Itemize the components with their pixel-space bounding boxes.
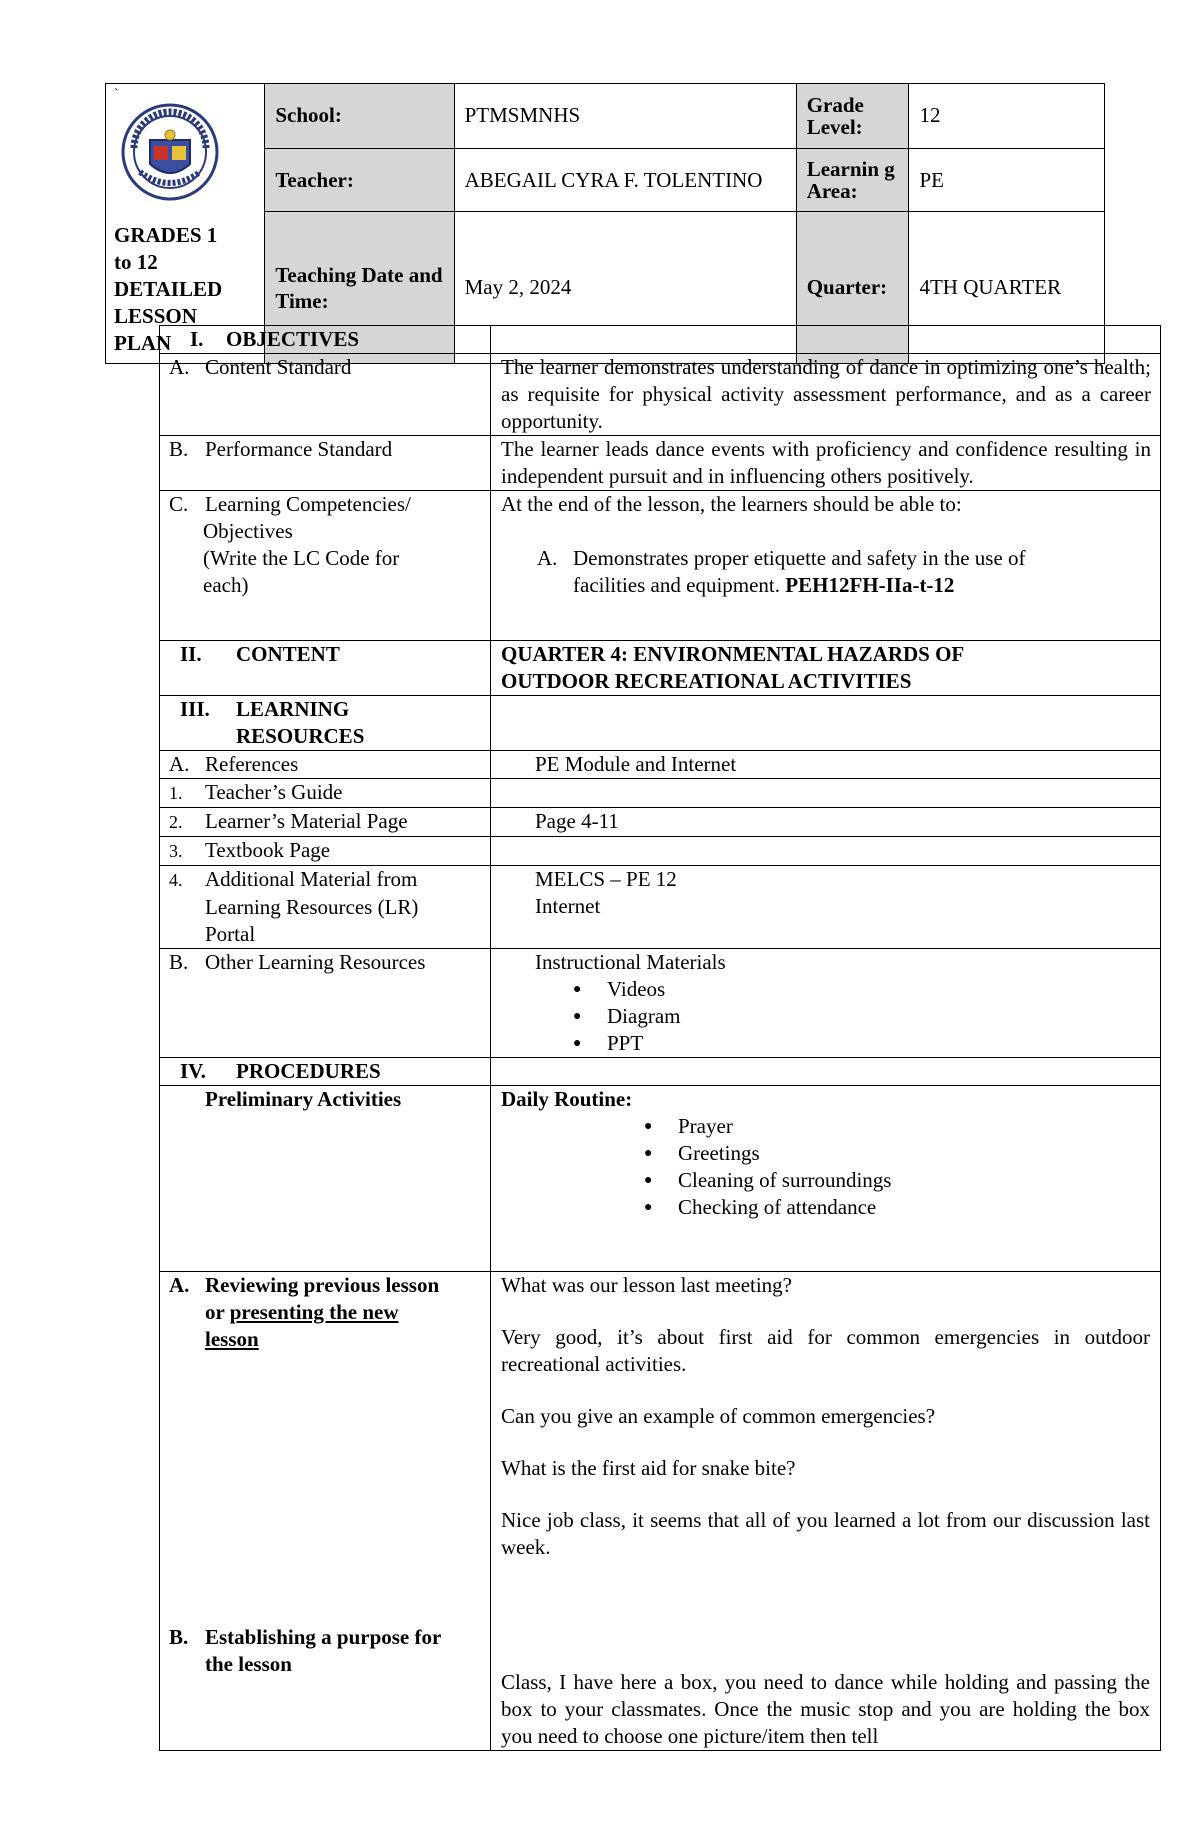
section-title: RESOURCES	[236, 724, 365, 748]
header-table	[105, 83, 1105, 364]
item-letter: A.	[537, 546, 558, 570]
teaching-date-label: Teaching Date and Time:	[265, 212, 454, 364]
teacher-line: What was our lesson last meeting?	[501, 1273, 793, 1297]
procedures-heading	[160, 1058, 491, 1086]
item-label: Reviewing previous lesson	[205, 1273, 440, 1297]
teacher-line: Nice job class, it seems that all of you learned a lot from our discussion last week.	[501, 1508, 1150, 1559]
plan-title-line: PLAN	[114, 331, 172, 355]
preliminary-row	[160, 1086, 1161, 1272]
item-number: 2.	[169, 812, 183, 832]
content-standard-label	[160, 354, 491, 436]
section-title: PROCEDURES	[236, 1059, 381, 1083]
competency-line: Demonstrates proper etiquette and safety in the use of	[573, 546, 1026, 570]
learners-material-row	[160, 808, 1161, 837]
item-label-line: Learning Resources (LR)	[205, 895, 419, 919]
list-item: ● Diagram	[607, 1003, 1151, 1030]
learning-area-label: Learnin g Area:	[796, 148, 909, 212]
list-item: ● Prayer	[678, 1113, 1151, 1140]
performance-standard-text: The learner leads dance events with proficiency and confidence resulting in independent pursuit and in influencing others positively.	[491, 436, 1161, 491]
content-row	[160, 641, 1161, 696]
item-label: Establishing a purpose for	[205, 1625, 442, 1649]
item-letter: A.	[169, 1273, 190, 1297]
school-label: School:	[265, 84, 454, 149]
additional-material-value	[491, 866, 1161, 949]
item-number: 4.	[169, 870, 183, 890]
additional-material-row	[160, 866, 1161, 949]
section-number: II.	[180, 642, 202, 666]
learning-competencies-label	[160, 491, 491, 641]
textbook-row	[160, 837, 1161, 866]
item-label-line: Portal	[205, 922, 256, 946]
teacher-line: Can you give an example of common emergencies?	[501, 1404, 936, 1428]
item-letter: A.	[169, 355, 190, 379]
plan-title-line: LESSON	[114, 304, 197, 328]
teacher-label: Teacher:	[265, 148, 454, 212]
section-title: LEARNING	[236, 697, 350, 721]
teacher-value: ABEGAIL CYRA F. TOLENTINO	[454, 148, 796, 212]
materials-list	[535, 976, 1151, 1057]
procedures-heading-row	[160, 1058, 1161, 1086]
resource-line: MELCS – PE 12	[535, 867, 677, 891]
item-label: Performance Standard	[205, 437, 393, 461]
item-label: Content Standard	[205, 355, 352, 379]
teacher-line: What is the first aid for snake bite?	[501, 1456, 796, 1480]
lesson-plan-table	[159, 325, 1161, 1751]
item-letter: B.	[169, 437, 189, 461]
empty-cell	[491, 326, 1161, 354]
references-row	[160, 751, 1161, 779]
additional-material-label	[160, 866, 491, 949]
list-item: ● Videos	[607, 976, 1151, 1003]
learners-material-label	[160, 808, 491, 837]
performance-standard-row	[160, 436, 1161, 491]
content-text	[491, 641, 1161, 696]
references-value: PE Module and Internet	[491, 751, 1161, 779]
empty-cell	[491, 779, 1161, 808]
teacher-line: Very good, it’s about first aid for common emergencies in outdoor recreational activities.	[501, 1325, 1150, 1376]
item-number: 3.	[169, 841, 183, 861]
item-label: the lesson	[205, 1652, 292, 1676]
section-title: OBJECTIVES	[226, 327, 360, 351]
plan-title-line: GRADES 1	[114, 223, 218, 247]
item-letter: B.	[169, 1625, 189, 1649]
other-resources-label	[160, 949, 491, 1058]
review-text-cell	[491, 1272, 1161, 1751]
school-value: PTMSMNHS	[454, 84, 796, 149]
quarter-value: 4TH QUARTER	[909, 212, 1105, 364]
item-label: References	[205, 752, 299, 776]
item-label: Teacher’s Guide	[205, 780, 343, 804]
review-label-cell	[160, 1272, 491, 1751]
item-label: Learning Competencies/	[205, 492, 411, 516]
content-line: OUTDOOR RECREATIONAL ACTIVITIES	[501, 669, 912, 693]
learning-competencies-row	[160, 491, 1161, 641]
content-heading	[160, 641, 491, 696]
references-label	[160, 751, 491, 779]
grade-value: 12	[909, 84, 1105, 149]
section-title: CONTENT	[236, 642, 340, 666]
plan-title-line: to 12	[114, 250, 158, 274]
objectives-heading-row	[160, 326, 1161, 354]
learning-area-value: PE	[909, 148, 1105, 212]
content-line: QUARTER 4: ENVIRONMENTAL HAZARDS OF	[501, 642, 965, 666]
item-label: Textbook Page	[205, 838, 331, 862]
empty-cell	[491, 696, 1161, 751]
competency-line: facilities and equipment.	[573, 573, 781, 597]
item-label: Additional Material from	[205, 867, 418, 891]
logo-cell	[106, 84, 265, 364]
grade-label: Grade Level:	[796, 84, 909, 149]
resource-line: Instructional Materials	[535, 950, 726, 974]
deped-seal-logo	[120, 102, 220, 202]
item-label: Other Learning Resources	[205, 950, 426, 974]
resource-line: Internet	[535, 894, 601, 918]
item-label: or	[205, 1300, 225, 1324]
item-letter: A.	[169, 752, 190, 776]
item-label: lesson	[205, 1327, 259, 1351]
learning-competencies-text	[491, 491, 1161, 641]
learners-material-value: Page 4-11	[491, 808, 1161, 837]
empty-cell	[491, 837, 1161, 866]
section-number: I.	[190, 327, 204, 351]
teachers-guide-row	[160, 779, 1161, 808]
list-item: ● Cleaning of surroundings	[678, 1167, 1151, 1194]
review-row	[160, 1272, 1161, 1751]
objectives-heading	[160, 326, 491, 354]
content-standard-row	[160, 354, 1161, 436]
item-label-line: Objectives	[203, 519, 293, 543]
routine-label: Daily Routine:	[501, 1087, 633, 1111]
preliminary-label: Preliminary Activities	[160, 1086, 491, 1272]
resources-heading-row	[160, 696, 1161, 751]
item-label-line: each)	[203, 573, 249, 597]
item-label: presenting the new	[229, 1300, 399, 1324]
section-number: IV.	[180, 1059, 206, 1083]
lc-code: PEH12FH-IIa-t-12	[785, 573, 955, 597]
section-number: III.	[180, 697, 210, 721]
item-letter: C.	[169, 492, 189, 516]
teacher-line: Class, I have here a box, you need to dance while holding and passing the box to your classmates. Once the music stop and you are holding the box you need to choose one picture/item then tell	[501, 1670, 1150, 1748]
preliminary-text	[491, 1086, 1161, 1272]
item-letter: B.	[169, 950, 189, 974]
competency-intro: At the end of the lesson, the learners should be able to:	[501, 492, 962, 516]
quarter-label: Quarter:	[796, 212, 909, 364]
list-item: ● Greetings	[678, 1140, 1151, 1167]
empty-cell	[491, 1058, 1161, 1086]
tick-mark: `	[114, 87, 119, 102]
item-label-line: (Write the LC Code for	[203, 546, 400, 570]
list-item: ● PPT	[607, 1030, 1151, 1057]
teaching-date-value: May 2, 2024	[454, 212, 796, 364]
other-resources-value	[491, 949, 1161, 1058]
list-item: ● Checking of attendance	[678, 1194, 1151, 1221]
item-label: Learner’s Material Page	[205, 809, 408, 833]
teachers-guide-label	[160, 779, 491, 808]
textbook-label	[160, 837, 491, 866]
routine-list	[501, 1113, 1151, 1221]
resources-heading	[160, 696, 491, 751]
other-resources-row	[160, 949, 1161, 1058]
content-standard-text: The learner demonstrates understanding of dance in optimizing one’s health; as requisite for physical activity assessment performance, and as a career opportunity.	[491, 354, 1161, 436]
item-number: 1.	[169, 783, 183, 803]
performance-standard-label	[160, 436, 491, 491]
plan-title-line: DETAILED	[114, 277, 223, 301]
